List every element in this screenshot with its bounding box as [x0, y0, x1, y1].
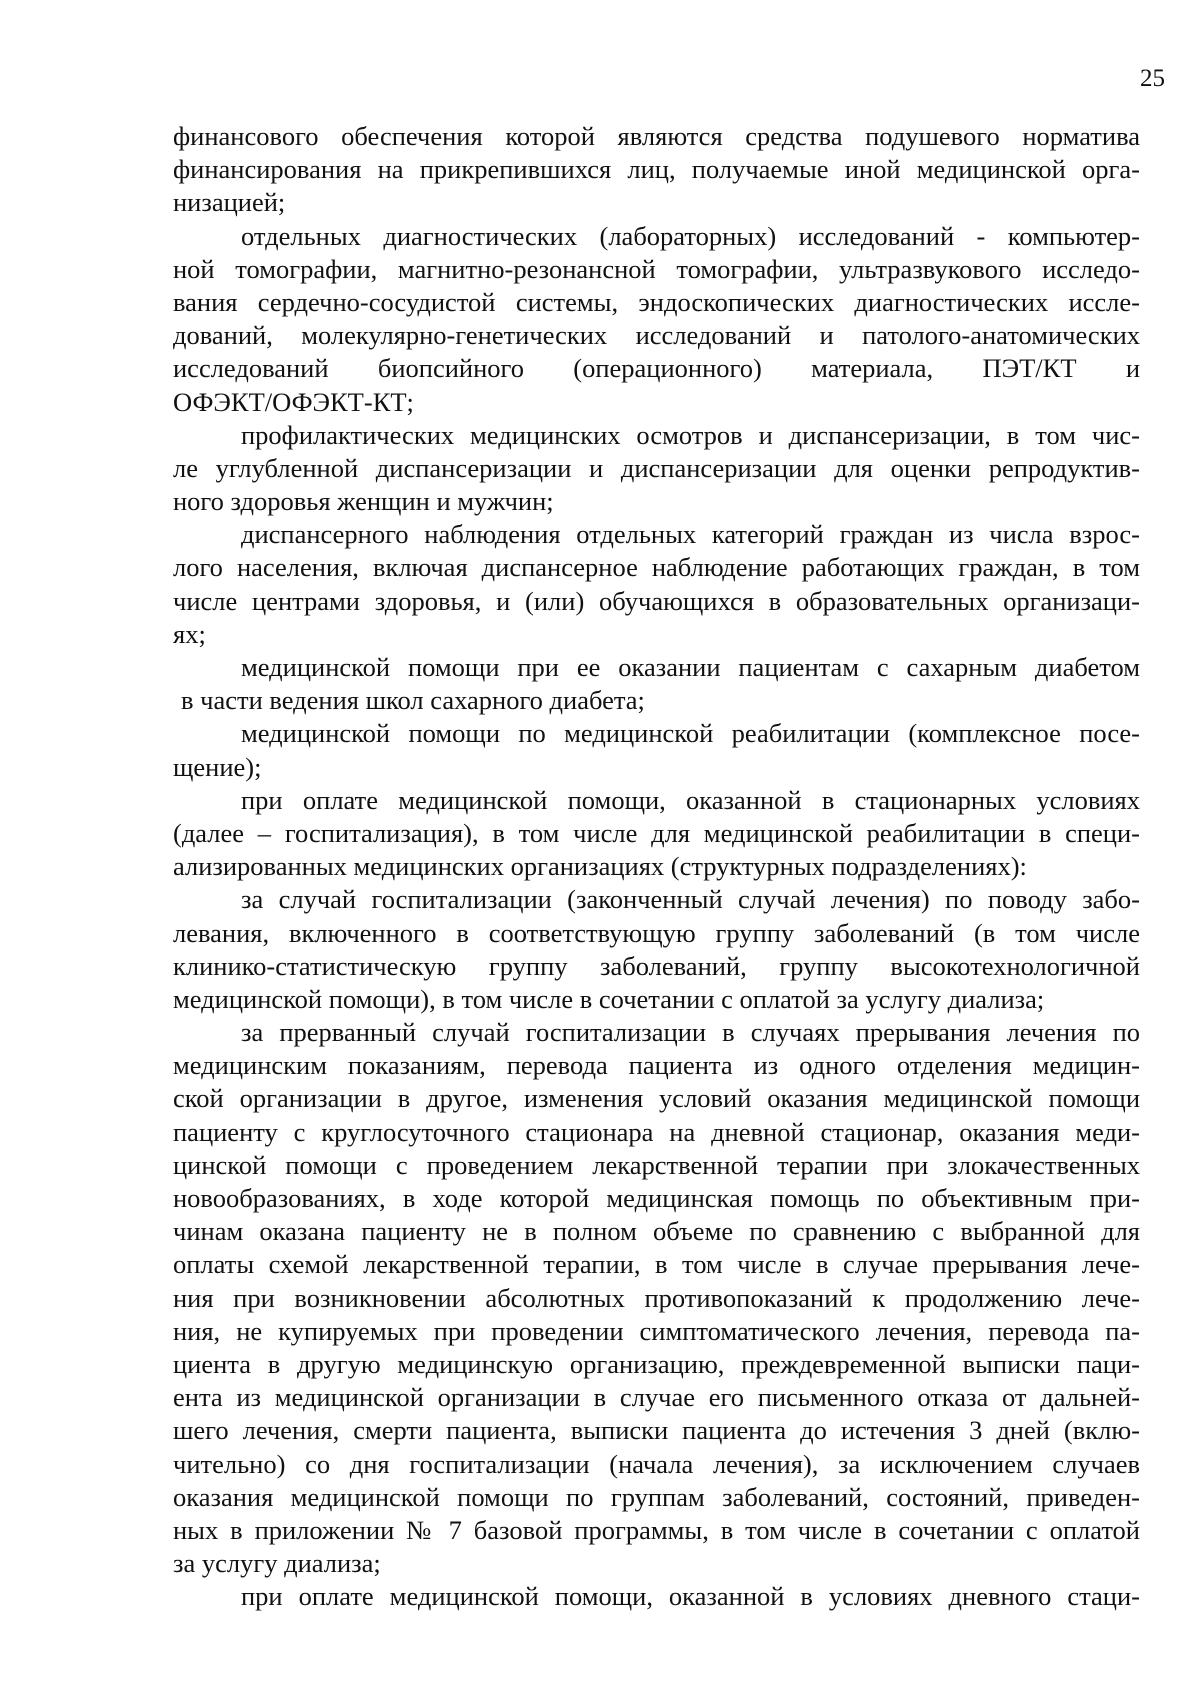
text-line: шего лечения, смерти пациента, выписки пациента до истечения 3 дней (вклю- — [173, 1415, 1140, 1446]
text-line: медицинской помощи при ее оказании пациентам с сахарным диабетом — [241, 652, 1140, 682]
text-line: ОФЭКТ/ОФЭКТ-КТ; — [173, 386, 414, 417]
text-line: диспансерного наблюдения отдельных категорий граждан из числа взрос- — [241, 519, 1140, 550]
text-line: оказания медицинской помощи по группам заболеваний, состояний, приведен- — [173, 1481, 1140, 1512]
text-line: ской организации в другое, изменения условий оказания медицинской помощи — [173, 1083, 1140, 1114]
text-line: ного здоровья женщин и мужчин; — [173, 486, 554, 517]
text-line: за прерванный случай госпитализации в случаях прерывания лечения по — [241, 1017, 1140, 1048]
text-line: финансирования на прикрепившихся лиц, получаемые иной медицинской орга- — [173, 154, 1140, 185]
text-line: медицинским показаниям, перевода пациента из одного отделения медицин- — [173, 1050, 1140, 1081]
text-line: при оплате медицинской помощи, оказанной в условиях дневного стаци- — [241, 1581, 1140, 1612]
text-line: ализированных медицинских организациях (структурных подразделениях): — [173, 851, 1027, 882]
text-line: медицинской помощи по медицинской реабилитации (комплексное посе- — [241, 718, 1140, 749]
text-line: финансового обеспечения которой являются средства подушевого норматива — [173, 121, 1140, 151]
text-line: цинской помощи с проведением лекарственной терапии при злокачественных — [173, 1149, 1140, 1180]
text-line: щение); — [173, 751, 262, 782]
text-line: лого населения, включая диспансерное наблюдение работающих граждан, в том — [173, 552, 1140, 583]
text-line: ния при возникновении абсолютных противопоказаний к продолжению лече- — [173, 1282, 1140, 1313]
text-line: профилактических медицинских осмотров и диспансеризации, в том чис- — [241, 419, 1140, 450]
body-text — [173, 120, 1140, 1613]
text-line: отдельных диагностических (лабораторных) исследований - компьютер- — [241, 220, 1140, 251]
text-line: вания сердечно-сосудистой системы, эндоскопических диагностических иссле- — [173, 286, 1140, 317]
text-line: ях; — [173, 618, 206, 649]
text-line: чительно) со дня госпитализации (начала лечения), за исключением случаев — [173, 1448, 1140, 1479]
text-line: в части ведения школ сахарного диабета; — [181, 685, 645, 716]
text-line: ле углубленной диспансеризации и диспансеризации для оценки репродуктив- — [173, 452, 1140, 483]
text-line: ной томографии, магнитно-резонансной томографии, ультразвукового исследо- — [173, 253, 1140, 284]
text-line: левания, включенного в соответствующую группу заболеваний (в том числе — [173, 917, 1140, 948]
text-line: при оплате медицинской помощи, оказанной в стационарных условиях — [241, 784, 1140, 815]
text-line: за услугу диализа; — [173, 1548, 381, 1579]
text-line: ных в приложении № 7 базовой программы, в том числе в сочетании с оплатой — [173, 1514, 1140, 1545]
text-line: клинико-статистическую группу заболеваний, группу высокотехнологичной — [173, 950, 1140, 981]
text-line: дований, молекулярно-генетических исследований и патолого-анатомических — [173, 320, 1140, 351]
text-line: исследований биопсийного (операционного) материала, ПЭТ/КТ и — [173, 353, 1140, 384]
text-line: (далее – госпитализация), в том числе для медицинской реабилитации в специ- — [173, 817, 1140, 848]
text-line: ния, не купируемых при проведении симптоматического лечения, перевода па- — [173, 1315, 1140, 1346]
text-line: за случай госпитализации (законченный случай лечения) по поводу забо- — [241, 884, 1140, 915]
text-line: числе центрами здоровья, и (или) обучающихся в образовательных организаци- — [173, 585, 1140, 616]
text-line: чинам оказана пациенту не в полном объеме по сравнению с выбранной для — [173, 1216, 1140, 1247]
text-line: оплаты схемой лекарственной терапии, в том числе в случае прерывания лече- — [173, 1249, 1140, 1280]
text-line: ента из медицинской организации в случае его письменного отказа от дальней- — [173, 1382, 1140, 1413]
text-line: медицинской помощи), в том числе в сочетании с оплатой за услугу диализа; — [173, 983, 1045, 1014]
text-line: пациенту с круглосуточного стационара на дневной стационар, оказания меди- — [173, 1116, 1140, 1147]
text-line: новообразованиях, в ходе которой медицинская помощь по объективным при- — [173, 1183, 1140, 1213]
page-number: 25 — [1140, 65, 1165, 92]
text-line: циента в другую медицинскую организацию, преждевременной выписки паци- — [173, 1348, 1140, 1379]
text-line: низацией; — [173, 187, 286, 218]
